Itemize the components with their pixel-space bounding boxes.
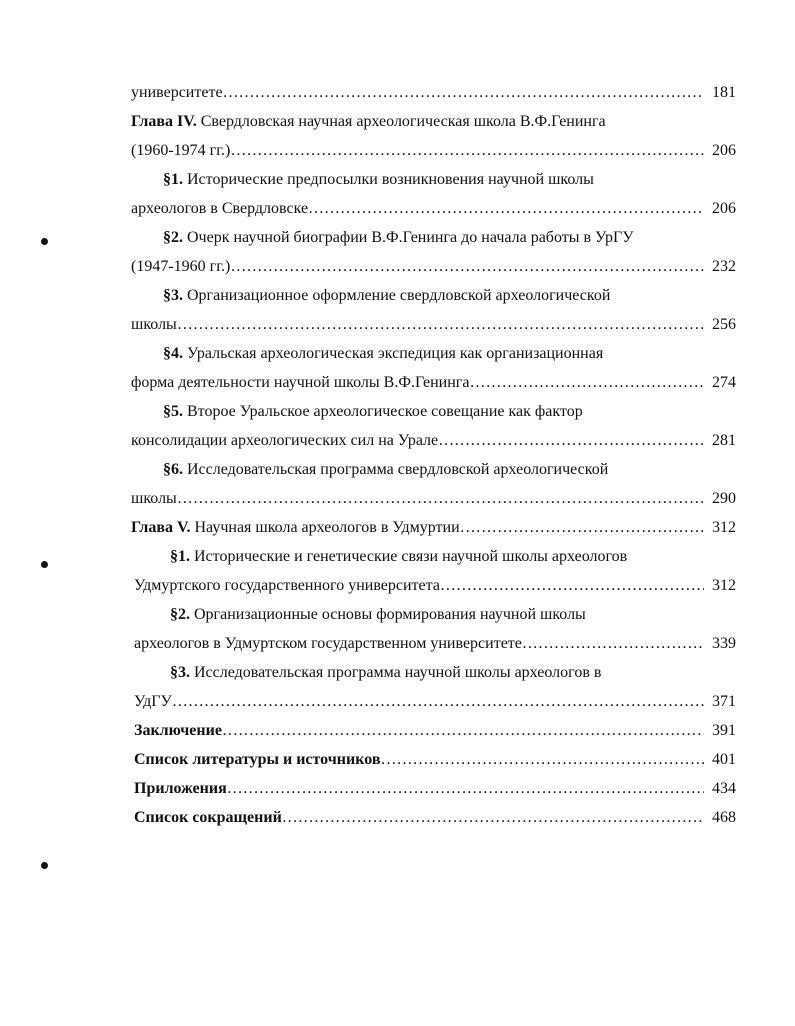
section-label: §2.: [163, 229, 183, 246]
leader-dots: [227, 777, 704, 801]
toc-entry-text: Второе Уральское археологическое совещание как фактор: [183, 403, 583, 420]
section-label: §1.: [163, 171, 183, 188]
leader-dots: [282, 806, 704, 830]
toc-entry-text: Свердловская научная археологическая школа В.Ф.Генинга: [196, 113, 606, 130]
page-number: 232: [712, 258, 736, 275]
binder-hole-mark: [41, 561, 48, 568]
page-number: 274: [712, 374, 736, 391]
toc-entry-title: Список литературы и источников: [134, 751, 381, 768]
chapter-label: Глава V.: [131, 519, 191, 536]
toc-entry-text: Исследовательская программа свердловской археологической: [183, 461, 609, 478]
toc-entry: [131, 371, 736, 395]
toc-entry-text: Исследовательская программа научной школы археологов в: [190, 664, 602, 681]
leader-dots: [172, 690, 704, 714]
toc-chapter-entry: [131, 516, 736, 540]
leader-dots: [177, 487, 704, 511]
toc-entry: [131, 81, 736, 105]
toc-chapter-heading: [131, 110, 736, 134]
page-number: 290: [712, 490, 736, 507]
toc-entry: [131, 197, 736, 221]
binder-hole-mark: [41, 238, 48, 245]
page-number: 256: [712, 316, 736, 333]
page-number: 391: [712, 722, 736, 739]
toc-entry-text: форма деятельности научной школы В.Ф.Генинга: [131, 374, 470, 391]
section-label: §3.: [170, 664, 190, 681]
page-number: 206: [712, 200, 736, 217]
toc-entry-text: университете: [131, 84, 223, 101]
toc-entry-text: УдГУ: [134, 693, 172, 710]
toc-entry: [134, 574, 736, 598]
toc-entry-text: Организационные основы формирования научной школы: [190, 606, 586, 623]
leader-dots: [522, 632, 704, 656]
page-number: 371: [712, 693, 736, 710]
toc-entry: [131, 255, 736, 279]
page-number: 312: [712, 519, 736, 536]
section-label: §4.: [163, 345, 183, 362]
leader-dots: [380, 748, 704, 772]
leader-dots: [460, 516, 704, 540]
page-number: 468: [712, 809, 736, 826]
toc-section-heading: [163, 284, 736, 308]
leader-dots: [308, 197, 704, 221]
binder-hole-mark: [41, 862, 48, 869]
toc-section-heading: [163, 342, 736, 366]
page-number: 181: [712, 84, 736, 101]
leader-dots: [440, 574, 704, 598]
leader-dots: [438, 429, 704, 453]
toc-entry-text: Удмуртского государственного университета: [134, 577, 440, 594]
toc-entry-text: школы: [131, 316, 177, 333]
page-number: 401: [712, 751, 736, 768]
toc-entry-text: (1947-1960 гг.): [131, 258, 231, 275]
toc-entry-text: археологов в Удмуртском государственном университете: [134, 635, 522, 652]
leader-dots: [222, 719, 704, 743]
toc-section-heading: [163, 400, 736, 424]
toc-entry: [131, 313, 736, 337]
toc-entry-text: Научная школа археологов в Удмуртии: [190, 519, 460, 536]
page-number: 312: [712, 577, 736, 594]
chapter-label: Глава IV.: [131, 113, 197, 130]
section-label: §3.: [163, 287, 183, 304]
toc-entry-title: Приложения: [134, 780, 227, 797]
toc-entry: [131, 487, 736, 511]
section-label: §1.: [170, 548, 190, 565]
leader-dots: [223, 81, 704, 105]
leader-dots: [469, 371, 704, 395]
section-label: §6.: [163, 461, 183, 478]
toc-bold-entry: [134, 806, 736, 830]
toc-bold-entry: [134, 748, 736, 772]
toc-entry-title: Заключение: [134, 722, 222, 739]
toc-entry-text: (1960-1974 гг.): [131, 142, 231, 159]
toc-entry: [134, 690, 736, 714]
toc-entry-text: Очерк научной биографии В.Ф.Генинга до начала работы в УрГУ: [183, 229, 634, 246]
toc-section-heading: [163, 226, 736, 250]
toc-entry-text: археологов в Свердловске: [131, 200, 309, 217]
section-label: §5.: [163, 403, 183, 420]
toc-section-heading: [170, 603, 736, 627]
toc-entry-title: Список сокращений: [134, 809, 282, 826]
toc-entry: [131, 429, 736, 453]
page-number: 339: [712, 635, 736, 652]
toc-entry-text: школы: [131, 490, 177, 507]
toc-section-heading: [163, 458, 736, 482]
toc-bold-entry: [134, 777, 736, 801]
toc-section-heading: [170, 661, 736, 685]
toc-entry-text: консолидации археологических сил на Урале: [131, 432, 439, 449]
leader-dots: [177, 313, 704, 337]
toc-entry-text: Исторические и генетические связи научной школы археологов: [190, 548, 628, 565]
toc-entry-text: Организационное оформление свердловской археологической: [183, 287, 611, 304]
toc-section-heading: [170, 545, 736, 569]
toc-section-heading: [163, 168, 736, 192]
page-number: 434: [712, 780, 736, 797]
toc-entry: [131, 139, 736, 163]
leader-dots: [230, 139, 704, 163]
toc-entry-text: Исторические предпосылки возникновения научной школы: [183, 171, 594, 188]
toc-entry-text: Уральская археологическая экспедиция как организационная: [183, 345, 604, 362]
page-number: 206: [712, 142, 736, 159]
section-label: §2.: [170, 606, 190, 623]
page-number: 281: [712, 432, 736, 449]
toc-bold-entry: [134, 719, 736, 743]
toc-entry: [134, 632, 736, 656]
leader-dots: [230, 255, 704, 279]
